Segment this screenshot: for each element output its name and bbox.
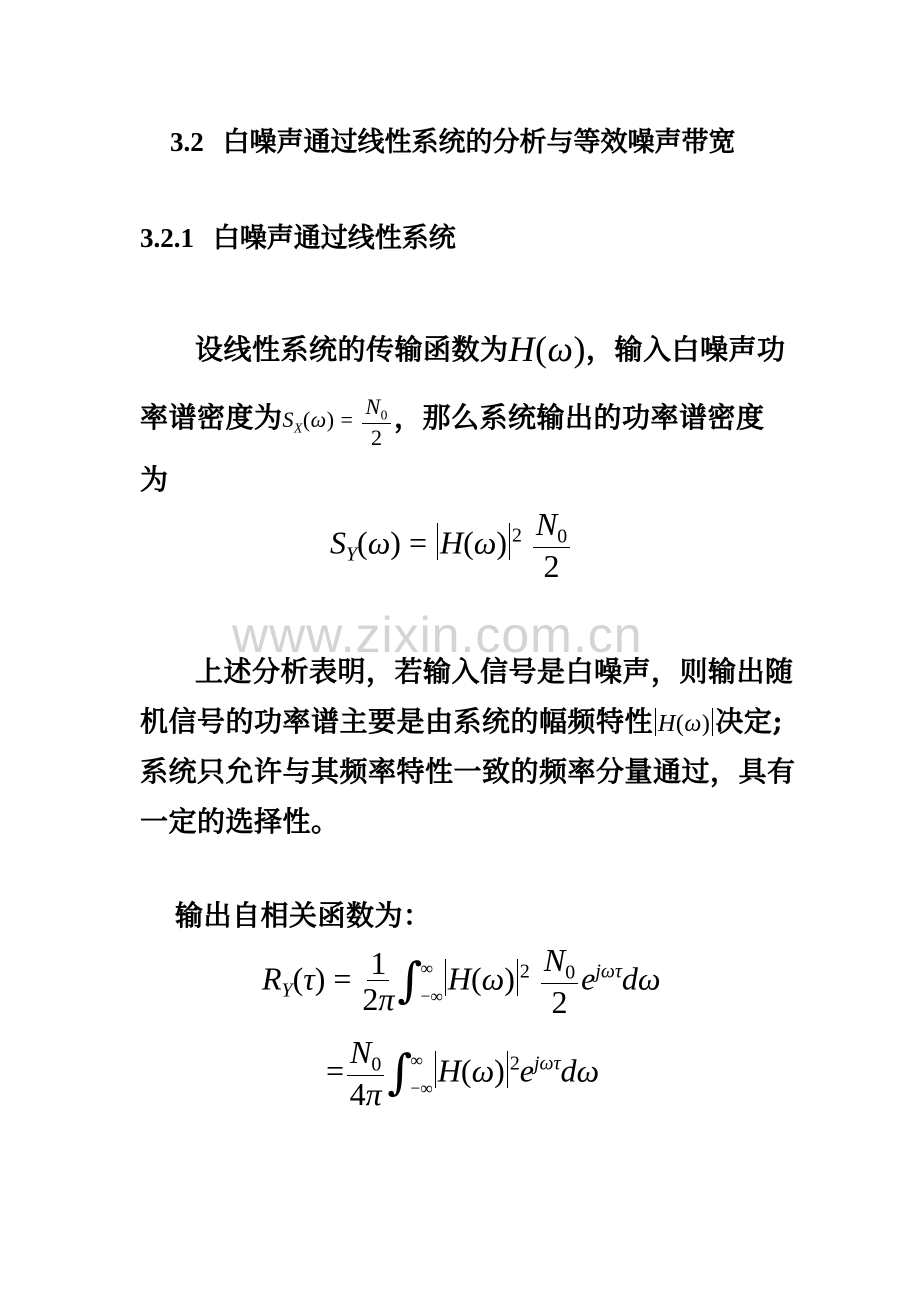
equation-output-psd: $S_Y(\omega) = H(\omega)$ $^2$ $\frac{N_0}{2}$ (330, 508, 573, 584)
subsection-heading-3-2-1 (140, 216, 456, 255)
section-heading-3-2 (170, 120, 736, 159)
section-number: 3.2 (170, 127, 204, 157)
equation-autocorrelation-2: = $\frac{N_0}{4\pi}$ ∫ ∞ −∞ H(ω) $^2e^{j\omega\tau}d\omega$ (326, 1034, 600, 1113)
formula-Sx: $S_X(\omega)$ = $\frac{N_0}{2}$ (283, 407, 394, 432)
subsection-number: 3.2.1 (140, 223, 194, 253)
para1-line3: 为 (140, 463, 169, 496)
section-title: 白噪声通过线性系统的分析与等效噪声带宽 (222, 127, 736, 158)
para2-line1: 上述分析表明，若输入信号是白噪声，则输出随 (195, 655, 794, 688)
para2-line3: 系统只允许与其频率特性一致的频率分量通过，具有 (140, 755, 796, 788)
formula-H-omega: H(ω) (508, 329, 586, 369)
equation-autocorrelation-1: $R_Y(\tau)$ = $\frac{1}{2\pi}$ ∫ ∞ −∞ H(ω) $^2$ $\frac{N_0}{2}$ $e^{j\omega\tau}d\omega$ (262, 942, 661, 1021)
para1-line1: 设线性系统的传输函数为H(ω)，输入白噪声功 (195, 329, 786, 369)
para2-line2: 机信号的功率谱主要是由系统的幅频特性 H(ω) 决定; (140, 705, 784, 738)
para3-line1: 输出自相关函数为： (175, 899, 432, 932)
subsection-title: 白噪声通过线性系统 (212, 223, 456, 254)
para2-line4: 一定的选择性。 (140, 805, 340, 838)
para1-line2: 率谱密度为$S_X(\omega)$ = $\frac{N_0}{2}$ ，那么系统输出的功率谱密度 (140, 394, 765, 450)
watermark: www.zixin.com.cn (232, 607, 643, 663)
formula-abs-H: H(ω) (653, 711, 715, 737)
